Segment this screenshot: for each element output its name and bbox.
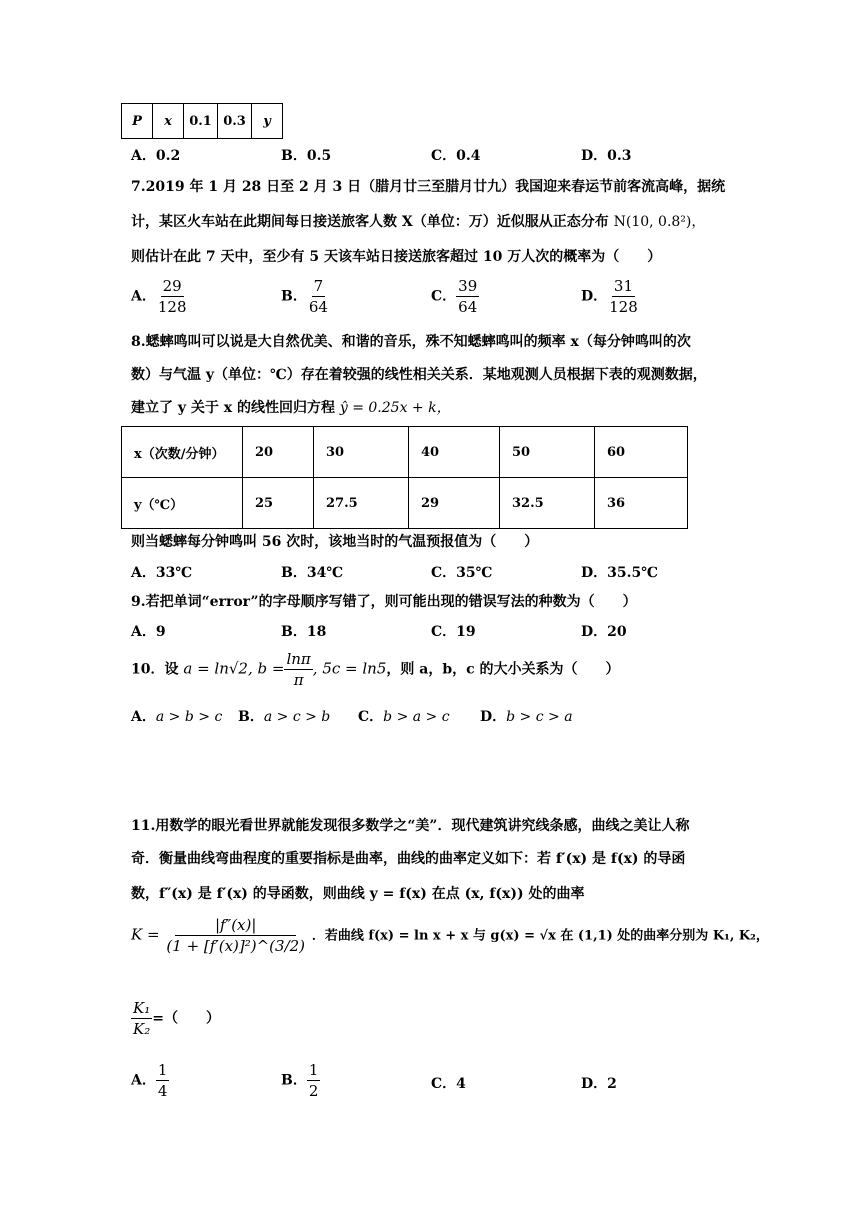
- table-row: [122, 478, 688, 529]
- q7-line-1: 7.2019 年 1 月 28 日至 2 月 3 日（腊月廿三至腊月廿九）我国迎来春运节前客流高峰，据统: [131, 179, 726, 195]
- probability-table: [121, 103, 283, 139]
- table-cell: 30: [314, 427, 409, 478]
- q6-option-b: B．0.5: [281, 148, 332, 164]
- q8-line-2: 数）与气温 y（单位：℃）存在着较强的线性相关关系．某地观测人员根据下表的观测数据，: [131, 367, 707, 383]
- q8-line-1: 8.蟋蟀鸣叫可以说是大自然优美、和谐的音乐，殊不知蟋蟀鸣叫的频率 x（每分钟鸣叫的次: [131, 334, 691, 350]
- q10-stem: 10．设 a = ln√2, b = $\frac{\ln\pi}{\pi}$ , 5c = ln5，则 a，b，c 的大小关系为（ ）: [131, 650, 620, 689]
- observation-table: [121, 426, 688, 529]
- q11-option-b: B． $\frac{1}{2}$: [281, 1061, 319, 1100]
- q8-line-4: 则当蟋蟀每分钟鸣叫 56 次时，该地当时的气温预报值为（ ）: [131, 534, 539, 550]
- table-cell: 32.5: [500, 478, 595, 529]
- q11-line-3: 数，f″(x) 是 f′(x) 的导函数，则曲线 y = f(x) 在点 (x, f(x)) 处的曲率: [131, 886, 585, 902]
- table-header-cell: y（℃）: [122, 478, 243, 529]
- q6-option-a: A．0.2: [131, 148, 181, 164]
- q7-option-b: B． $\frac{7}{64}$: [281, 277, 328, 316]
- q6-option-c: C．0.4: [431, 148, 481, 164]
- table-cell: 29: [409, 478, 500, 529]
- q9-option-a: A．9: [131, 624, 166, 640]
- q6-option-d: D．0.3: [581, 148, 632, 164]
- table-cell: 60: [595, 427, 688, 478]
- q11-line-2: 奇．衡量曲线弯曲程度的重要指标是曲率，曲线的曲率定义如下：若 f′(x) 是 f(x) 的导函: [131, 851, 686, 867]
- q11-option-a: A． $\frac{1}{4}$: [131, 1061, 168, 1100]
- table-cell: P: [122, 104, 153, 139]
- q10-option-c: C．b > a > c: [358, 709, 450, 725]
- q7-option-a: A． $\frac{29}{128}$: [131, 277, 187, 316]
- q8-line-3: 建立了 y 关于 x 的线性回归方程 ŷ = 0.25x + k，: [131, 400, 451, 416]
- q9-stem: 9.若把单词“error”的字母顺序写错了，则可能出现的错误写法的种数为（ ）: [131, 594, 637, 610]
- q7-line-3: 则估计在此 7 天中，至少有 5 天该车站日接送旅客超过 10 万人次的概率为（ ）: [131, 249, 662, 265]
- q10-option-a: A．a > b > c: [131, 709, 223, 725]
- table-cell: 0.3: [218, 104, 252, 139]
- table-header-cell: x（次数/分钟）: [122, 427, 243, 478]
- q10-option-b: B．a > c > b: [238, 709, 331, 725]
- q11-ratio: $\frac{\text{K₁}}{\text{K₂}}$ =（ ）: [133, 999, 220, 1038]
- table-cell: x: [153, 104, 184, 139]
- table-cell: y: [252, 104, 283, 139]
- q11-line-1: 11.用数学的眼光看世界就能发现很多数学之“美”．现代建筑讲究线条感，曲线之美让人称: [131, 818, 690, 834]
- table-cell: 40: [409, 427, 500, 478]
- q9-option-c: C．19: [431, 624, 476, 640]
- table-cell: 20: [243, 427, 314, 478]
- table-cell: 50: [500, 427, 595, 478]
- q8-option-c: C．35℃: [431, 565, 493, 581]
- q8-option-b: B．34℃: [281, 565, 344, 581]
- q11-curvature-formula: K = $\frac{|f''(x)|}{\text{(1 + [f′(x)]²)\textasciicircum{}(3/2)}}$ ．若曲线 f(x) = ln x + x 与 g(x) = √x 在 (1,1) 处的曲率分别为 K₁, K₂，: [131, 916, 769, 955]
- table-row: [122, 427, 688, 478]
- q9-option-b: B．18: [281, 624, 327, 640]
- q11-option-d: D．2: [581, 1076, 617, 1092]
- q7-line-2: 计，某区火车站在此期间每日接送旅客人数 X（单位：万）近似服从正态分布 N(10, 0.8²)，: [131, 214, 706, 230]
- q10-option-d: D．b > c > a: [480, 709, 573, 725]
- q11-option-c: C．4: [431, 1076, 466, 1092]
- q9-option-d: D．20: [581, 624, 627, 640]
- q8-option-a: A．33℃: [131, 565, 193, 581]
- table-cell: 27.5: [314, 478, 409, 529]
- table-cell: 25: [243, 478, 314, 529]
- q7-option-d: D． $\frac{31}{128}$: [581, 277, 638, 316]
- table-cell: 36: [595, 478, 688, 529]
- table-cell: 0.1: [184, 104, 218, 139]
- q8-option-d: D．35.5℃: [581, 565, 659, 581]
- q7-option-c: C． $\frac{39}{64}$: [431, 277, 478, 316]
